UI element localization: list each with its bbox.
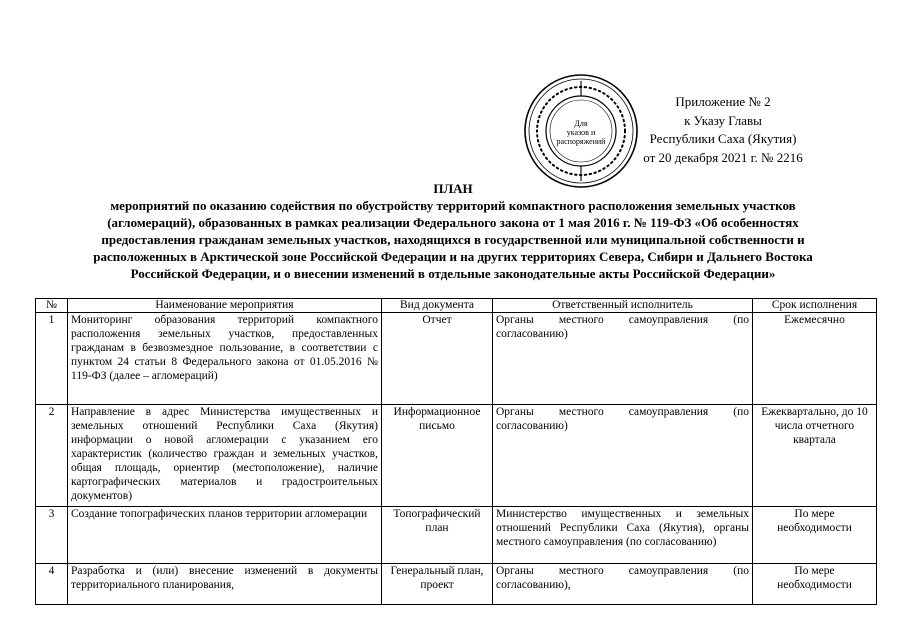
header-num: № bbox=[36, 299, 68, 313]
cell-name: Направление в адрес Министерства имущественных и земельных отношений Республики Саха (Якутия) информации о новой агломерации с указанием его характеристик (количество граждан и земельных участков, общая площадь, ориентир (местоположение), наличие картографических материалов и градостроительных документов) bbox=[68, 405, 382, 507]
appendix-block bbox=[598, 93, 848, 167]
plan-table bbox=[35, 298, 877, 605]
header-resp: Ответственный исполнитель bbox=[493, 299, 753, 313]
appendix-date: от 20 декабря 2021 г. № 2216 bbox=[643, 149, 803, 165]
table-row bbox=[36, 507, 877, 564]
title-line: (агломераций), образованных в рамках реализации Федерального закона от 1 мая 2016 г. № 119-ФЗ «Об особенностях bbox=[107, 215, 799, 230]
cell-doc: Информационное письмо bbox=[382, 405, 493, 507]
header-term: Срок исполнения bbox=[753, 299, 877, 313]
svg-text:распоряжений: распоряжений bbox=[556, 137, 606, 146]
cell-name: Разработка и (или) внесение изменений в документы территориального планирования, bbox=[68, 564, 382, 605]
cell-resp: Органы местного самоуправления (по согласованию) bbox=[493, 313, 753, 405]
cell-num: 3 bbox=[36, 507, 68, 564]
cell-doc: Генеральный план, проект bbox=[382, 564, 493, 605]
cell-resp: Органы местного самоуправления (по согласованию) bbox=[493, 405, 753, 507]
cell-term: Ежеквартально, до 10 числа отчетного квартала bbox=[753, 405, 877, 507]
appendix-decree: к Указу Главы bbox=[684, 112, 762, 128]
cell-resp: Органы местного самоуправления (по согласованию), bbox=[493, 564, 753, 605]
appendix-republic: Республики Саха (Якутия) bbox=[649, 131, 797, 146]
cell-term: По мере необходимости bbox=[753, 564, 877, 605]
svg-text:Для: Для bbox=[574, 119, 588, 128]
cell-name: Мониторинг образования территорий компактного расположения земельных участков, предоставленных гражданам в безвозмездное пользование, в соответствии с пунктом 24 статьи 8 Федерального закона от 01.05.2016 № 119-ФЗ (далее – агломераций) bbox=[68, 313, 382, 405]
cell-resp: Министерство имущественных и земельных отношений Республики Саха (Якутия), органы местного самоуправления (по согласованию) bbox=[493, 507, 753, 564]
cell-num: 2 bbox=[36, 405, 68, 507]
cell-name: Создание топографических планов территории агломерации bbox=[68, 507, 382, 564]
header-name: Наименование мероприятия bbox=[68, 299, 382, 313]
cell-term: По мере необходимости bbox=[753, 507, 877, 564]
table-row bbox=[36, 405, 877, 507]
table-row bbox=[36, 564, 877, 605]
title-heading: ПЛАН bbox=[433, 181, 473, 196]
document-title bbox=[28, 181, 878, 282]
title-line: Российской Федерации, и о внесении изменений в отдельные законодательные акты Российской Федерации» bbox=[130, 266, 776, 281]
appendix-number: Приложение № 2 bbox=[675, 94, 771, 109]
title-line: предоставления гражданам земельных участков, находящихся в государственной или муниципальной собственности и bbox=[101, 232, 805, 247]
title-line: расположенных в Арктической зоне Российской Федерации и на других территориях Севера, Сибири и Дальнего Востока bbox=[93, 249, 813, 264]
cell-num: 1 bbox=[36, 313, 68, 405]
table-header-row bbox=[36, 299, 877, 313]
title-line: мероприятий по оказанию содействия по обустройству территорий компактного расположения земельных участков bbox=[110, 198, 796, 213]
table-row bbox=[36, 313, 877, 405]
svg-text:указов и: указов и bbox=[566, 128, 596, 137]
cell-term: Ежемесячно bbox=[753, 313, 877, 405]
header-doc: Вид документа bbox=[382, 299, 493, 313]
cell-doc: Отчет bbox=[382, 313, 493, 405]
cell-num: 4 bbox=[36, 564, 68, 605]
cell-doc: Топографический план bbox=[382, 507, 493, 564]
